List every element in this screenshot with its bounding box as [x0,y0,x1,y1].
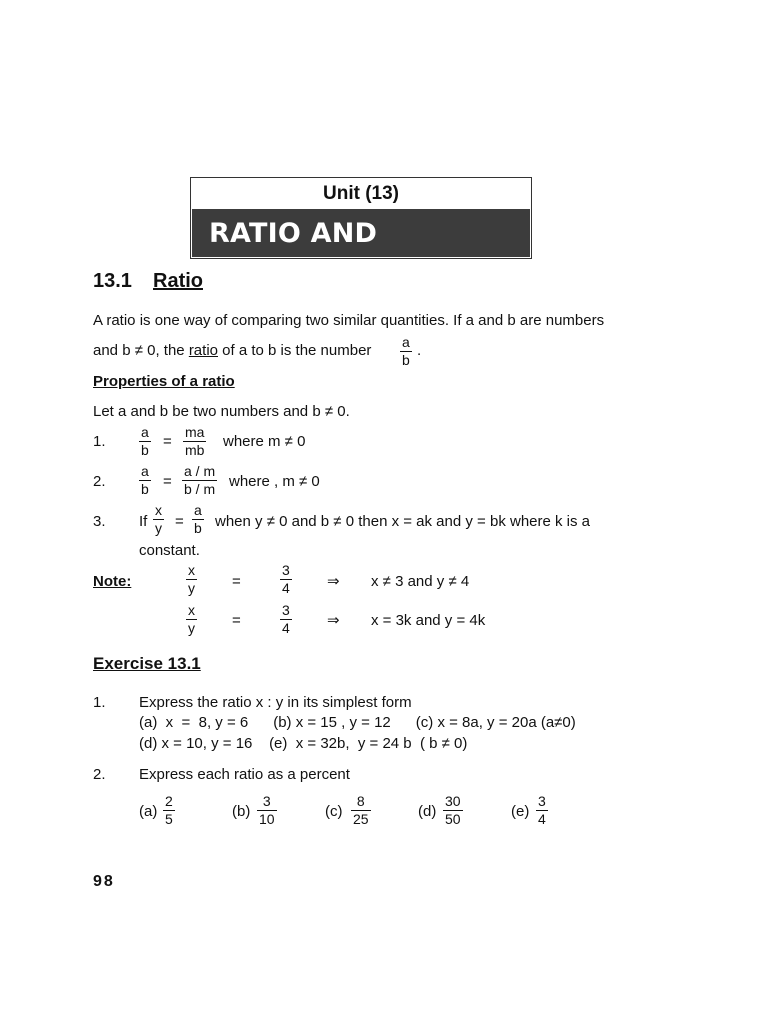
fraction-numerator: a [194,502,202,518]
fraction-numerator: 3 [257,793,277,811]
fraction-numerator: 30 [445,793,461,809]
fraction-denominator: 5 [165,811,173,827]
exercise-q2-number: 2. [93,766,106,783]
q2-part-label: (c) [325,803,343,820]
q2-part-label: (d) [418,803,437,820]
implies-arrow-icon: ⇒ [327,573,340,590]
fraction-numerator: a [402,334,410,350]
fraction-denominator: b [402,352,410,368]
fraction-denominator: 50 [445,811,461,827]
intro-fraction [400,334,412,369]
property-3-equals: = [175,513,184,530]
property-1-rhs [183,424,206,459]
exercise-q2-text: Express each ratio as a percent [139,766,350,783]
note-row-1-equals: = [232,573,241,590]
property-2-lhs [139,463,151,498]
property-3-if: If [139,513,148,530]
fraction-numerator: a [141,463,149,479]
property-3-text: when y ≠ 0 and b ≠ 0 then x = ak and y = bk where k is a [215,513,591,530]
fraction-numerator: x [188,602,195,618]
fraction-denominator: 10 [259,811,275,827]
intro-text-b: of a to b is the number [218,342,372,359]
section-title: Ratio [153,270,203,292]
fraction-denominator: 4 [282,620,290,636]
property-3-text-continued: constant. [139,542,200,559]
q2-part-label: (a) [139,803,158,820]
fraction-numerator: ma [185,424,205,440]
intro-line-1: A ratio is one way of comparing two similar quantities. If a and b are numbers [93,312,605,329]
section-number: 13.1 [93,270,132,292]
fraction-numerator: 3 [282,562,290,578]
exercise-q1-parts-line-2: (d) x = 10, y = 16 (e) x = 32b, y = 24 b ( b ≠ 0) [139,735,468,752]
fraction-denominator: 25 [353,811,369,827]
ratio-term: ratio [188,342,218,359]
property-1-equals: = [163,433,172,450]
fraction-numerator: 8 [351,793,371,811]
note-row-2-rhs [280,602,292,637]
note-row-1-rhs [280,562,292,597]
fraction-denominator: 4 [282,580,290,596]
properties-statement: Let a and b be two numbers and b ≠ 0. [93,403,350,420]
property-2-text: where , m ≠ 0 [229,473,320,490]
intro-period: . [417,342,422,359]
fraction-numerator: x [155,502,162,518]
fraction-numerator: x [188,562,195,578]
note-row-2-lhs [186,602,197,637]
fraction-denominator: mb [185,442,205,458]
note-row-2-equals: = [232,612,241,629]
fraction-numerator: 2 [165,793,173,809]
property-3-rhs [192,502,204,537]
fraction-denominator: 4 [538,811,546,827]
fraction-denominator: y [188,620,195,636]
note-label: Note: [93,573,132,590]
fraction-numerator: 3 [282,602,290,618]
intro-text-a: and b ≠ 0, the [93,342,189,359]
q2-part-a-fraction [163,793,175,828]
exercise-q1-parts-line-1: (a) x = 8, y = 6 (b) x = 15 , y = 12 (c) x = 8a, y = 20a (a≠0) [139,714,576,731]
fraction-numerator: 3 [538,793,546,809]
property-2-rhs [182,463,217,498]
exercise-title: Exercise 13.1 [93,654,201,673]
unit-banner [190,177,532,299]
property-1-text: where m ≠ 0 [223,433,306,450]
property-3-lhs [153,502,164,537]
fraction-denominator: y [188,580,195,596]
q2-part-d-fraction [443,793,463,828]
note-row-1-result: x ≠ 3 and y ≠ 4 [371,573,470,590]
implies-arrow-icon: ⇒ [327,612,340,629]
exercise-q1-number: 1. [93,694,106,711]
q2-part-c-fraction [351,793,371,828]
fraction-numerator: a / m [184,463,216,479]
fraction-denominator: b [194,520,202,536]
unit-title: RATIO AND PROPORTION [192,209,530,257]
fraction-denominator: b [141,481,149,497]
fraction-denominator: b [141,442,149,458]
property-3-number: 3. [93,513,106,530]
fraction-denominator: b / m [184,481,216,497]
property-2-equals: = [163,473,172,490]
property-1-number: 1. [93,433,106,450]
q2-part-b-fraction [257,793,277,828]
note-row-2-result: x = 3k and y = 4k [371,612,486,629]
q2-part-label: (e) [511,803,530,820]
intro-line-2 [93,342,371,359]
note-row-1-lhs [186,562,197,597]
property-1-lhs [139,424,151,459]
unit-label: Unit (13) [323,183,399,204]
page-number: 98 [93,873,115,890]
properties-heading: Properties of a ratio [93,373,235,390]
fraction-numerator: a [141,424,149,440]
q2-part-e-fraction [536,793,548,828]
exercise-q1-text: Express the ratio x : y in its simplest form [139,694,412,711]
property-2-number: 2. [93,473,106,490]
fraction-denominator: y [155,520,162,536]
q2-part-label: (b) [232,803,251,820]
